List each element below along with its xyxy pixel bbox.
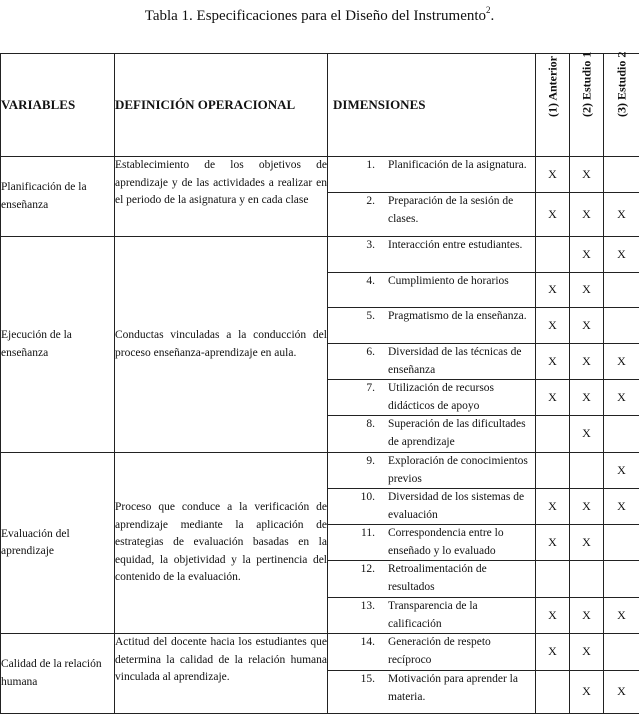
dimension-cell: [328, 344, 536, 380]
mark-anterior: X: [536, 157, 570, 193]
mark-anterior: [536, 416, 570, 453]
dimension-number: 5.: [366, 310, 375, 322]
definition-cell: Conductas vinculadas a la conducción del proceso enseñanza-aprendizaje en aula.: [115, 237, 328, 453]
dimension-number: 6.: [366, 346, 375, 358]
mark-estudio-2: [604, 416, 639, 453]
mark-anterior: X: [536, 273, 570, 308]
dimension-number: 2.: [366, 195, 375, 207]
header-col-estudio-2: [604, 51, 639, 157]
mark-estudio-1: X: [570, 525, 604, 561]
mark-anterior: X: [536, 525, 570, 561]
mark-estudio-1: X: [570, 634, 604, 671]
dimension-cell: [328, 561, 536, 598]
table-row: [1, 157, 639, 193]
mark-estudio-2: [604, 634, 639, 671]
caption-footnote: 2: [486, 5, 491, 15]
mark-estudio-2: X: [604, 237, 639, 273]
dimension-number: 7.: [366, 382, 375, 394]
mark-anterior: X: [536, 634, 570, 671]
variable-cell: Evaluación del aprendizaje: [1, 453, 115, 634]
dimension-text: Correspondencia entre lo enseñado y lo evaluado: [388, 527, 504, 557]
header-col-anterior-label: (1) Anterior: [544, 55, 559, 117]
mark-estudio-2: X: [604, 344, 639, 380]
table-row: [1, 453, 639, 489]
caption-end: .: [490, 8, 495, 24]
definition-cell: Actitud del docente hacia los estudiantes que determina la calidad de la relación humana vinculada al aprendizaje.: [115, 634, 328, 714]
dimension-number: 11.: [361, 527, 375, 539]
mark-estudio-1: X: [570, 193, 604, 237]
dimension-text: Superación de las dificultades de aprendizaje: [388, 418, 526, 448]
dimension-text: Planificación de la asignatura.: [388, 159, 527, 171]
header-row: [1, 54, 639, 157]
dimension-text: Generación de respeto recíproco: [388, 636, 491, 666]
dimension-text: Exploración de conocimientos previos: [388, 455, 528, 485]
mark-estudio-1: X: [570, 489, 604, 525]
mark-estudio-1: X: [570, 671, 604, 714]
dimension-text: Transparencia de la calificación: [388, 600, 478, 630]
dimension-number: 9.: [366, 455, 375, 467]
header-col-estudio-2-label: (3) Estudio 2: [613, 51, 628, 117]
dimension-cell: [328, 380, 536, 416]
mark-estudio-2: X: [604, 380, 639, 416]
mark-estudio-1: X: [570, 273, 604, 308]
mark-estudio-1: [570, 453, 604, 489]
dimension-number: 12.: [360, 563, 375, 575]
mark-estudio-2: [604, 308, 639, 344]
dimension-cell: [328, 453, 536, 489]
table-row: [1, 634, 639, 671]
mark-estudio-1: X: [570, 308, 604, 344]
definition-cell: Proceso que conduce a la verificación de aprendizaje mediante la aplicación de estrategias de evaluación basadas en la equidad, la objetividad y la pertinencia del contenido de la evaluación.: [115, 453, 328, 634]
table-caption: [0, 0, 639, 26]
mark-estudio-1: X: [570, 416, 604, 453]
mark-estudio-2: [604, 157, 639, 193]
dimension-cell: [328, 193, 536, 237]
mark-anterior: X: [536, 380, 570, 416]
dimension-cell: [328, 416, 536, 453]
mark-anterior: X: [536, 344, 570, 380]
dimension-number: 10.: [360, 491, 375, 503]
dimension-text: Diversidad de los sistemas de evaluación: [388, 491, 525, 521]
header-col-estudio-1-label: (2) Estudio 1: [578, 51, 593, 117]
dimension-number: 13.: [360, 600, 375, 612]
mark-anterior: X: [536, 598, 570, 634]
mark-estudio-1: X: [570, 380, 604, 416]
dimension-text: Pragmatismo de la enseñanza.: [388, 310, 527, 322]
dimension-number: 3.: [366, 239, 375, 251]
dimension-text: Diversidad de las técnicas de enseñanza: [388, 346, 522, 376]
dimension-cell: [328, 489, 536, 525]
dimension-cell: [328, 308, 536, 344]
variable-cell: Ejecución de la enseñanza: [1, 237, 115, 453]
header-dimensiones: DIMENSIONES: [328, 54, 536, 157]
variable-cell: Calidad de la relación humana: [1, 634, 115, 714]
header-col-estudio-1: [570, 51, 604, 157]
mark-estudio-2: [604, 561, 639, 598]
header-col-anterior: [536, 54, 570, 157]
dimension-cell: [328, 598, 536, 634]
caption-text: Tabla 1. Especificaciones para el Diseño del Instrumento: [144, 8, 487, 24]
dimension-cell: [328, 525, 536, 561]
dimension-number: 8.: [366, 418, 375, 430]
mark-estudio-2: X: [604, 193, 639, 237]
dimension-cell: [328, 671, 536, 714]
mark-estudio-1: X: [570, 344, 604, 380]
mark-estudio-2: X: [604, 453, 639, 489]
header-variables: VARIABLES: [1, 54, 115, 157]
mark-estudio-1: X: [570, 237, 604, 273]
dimension-number: 1.: [366, 159, 375, 171]
dimension-text: Utilización de recursos didácticos de apoyo: [388, 382, 495, 412]
dimension-text: Retroalimentación de resultados: [388, 563, 487, 593]
dimension-cell: [328, 237, 536, 273]
mark-estudio-1: X: [570, 598, 604, 634]
specifications-table: [0, 53, 639, 714]
dimension-text: Motivación para aprender la materia.: [388, 673, 518, 703]
dimension-text: Interacción entre estudiantes.: [388, 239, 523, 251]
mark-anterior: [536, 561, 570, 598]
mark-estudio-2: X: [604, 489, 639, 525]
mark-anterior: X: [536, 489, 570, 525]
dimension-number: 15.: [360, 673, 375, 685]
definition-cell: Establecimiento de los objetivos de aprendizaje y de las actividades a realizar en el periodo de la asignatura y en cada clase: [115, 157, 328, 237]
dimension-text: Preparación de la sesión de clases.: [388, 195, 514, 225]
header-definicion: DEFINICIÓN OPERACIONAL: [115, 54, 328, 157]
dimension-cell: [328, 634, 536, 671]
dimension-text: Cumplimiento de horarios: [388, 275, 509, 287]
mark-estudio-1: [570, 561, 604, 598]
mark-anterior: X: [536, 308, 570, 344]
mark-anterior: [536, 453, 570, 489]
mark-anterior: [536, 671, 570, 714]
mark-anterior: X: [536, 193, 570, 237]
table-row: [1, 237, 639, 273]
variable-cell: Planificación de la enseñanza: [1, 157, 115, 237]
mark-estudio-1: X: [570, 157, 604, 193]
mark-estudio-2: [604, 273, 639, 308]
dimension-number: 14.: [360, 636, 375, 648]
mark-anterior: [536, 237, 570, 273]
mark-estudio-2: X: [604, 671, 639, 714]
dimension-cell: [328, 157, 536, 193]
mark-estudio-2: [604, 525, 639, 561]
dimension-number: 4.: [366, 275, 375, 287]
mark-estudio-2: X: [604, 598, 639, 634]
dimension-cell: [328, 273, 536, 308]
